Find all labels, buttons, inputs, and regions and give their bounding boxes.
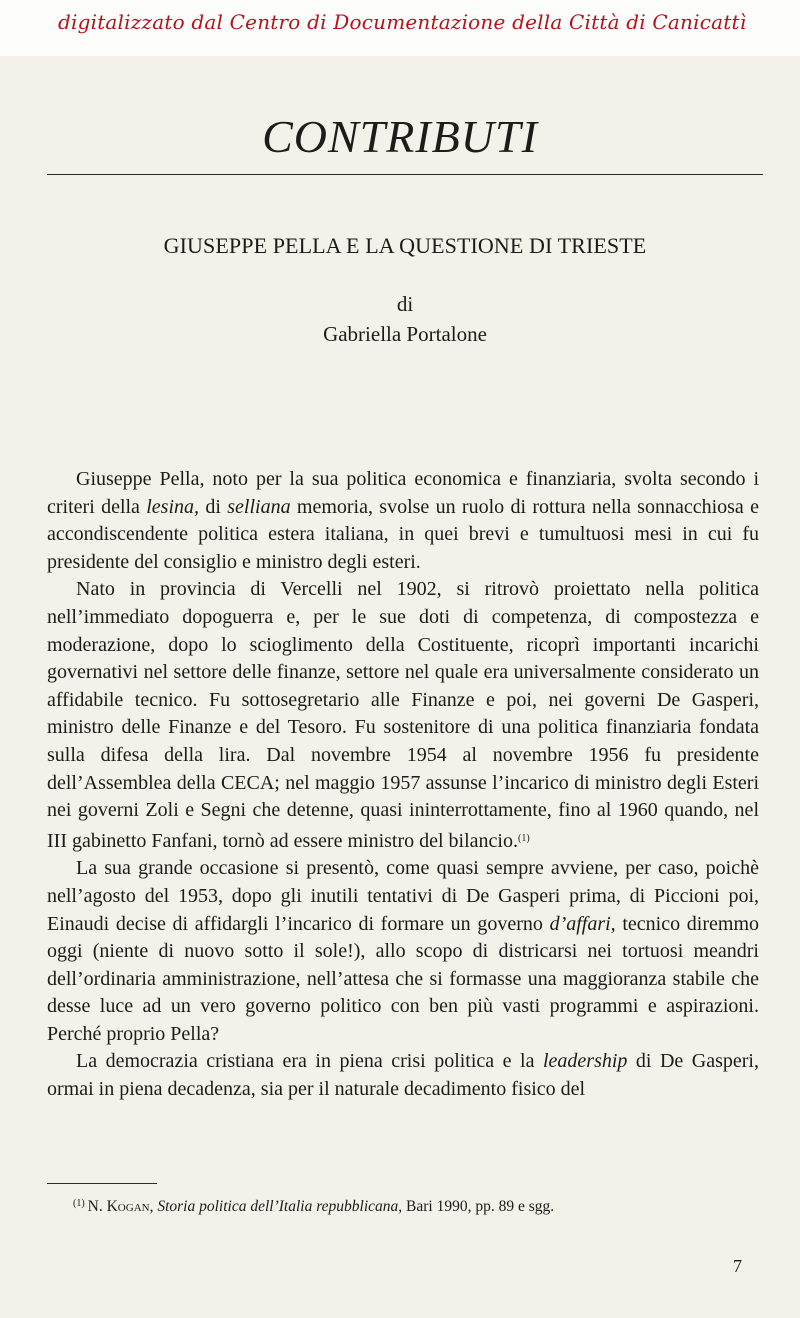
section-title: CONTRIBUTI bbox=[262, 111, 538, 162]
paragraph-text: La sua grande occasione si presentò, come quasi sempre avviene, per caso, poichè nell’agosto del 1953, dopo gli inutili tentativi di De Gasperi prima, di Piccioni poi, Einaudi decise di affidargli l’incarico di formare un governo bbox=[47, 857, 759, 935]
page-number: 7 bbox=[733, 1256, 742, 1276]
paragraph-text: Giuseppe Pella, noto per la sua politica economica e finanziaria, svolta secondo i criteri della bbox=[47, 468, 759, 518]
footnote-details: Bari 1990, pp. 89 e sgg. bbox=[406, 1198, 555, 1215]
paragraph-2 bbox=[47, 576, 759, 855]
paragraph-text: memoria, svolse un ruolo di rottura nella sonnacchiosa e accondiscendente politica estera italiana, in quei brevi e tumultuosi mesi in cui fu presidente del consiglio e ministro degli esteri. bbox=[47, 495, 759, 573]
italic-term: d’affari, bbox=[549, 912, 616, 935]
article-body bbox=[47, 466, 759, 1104]
footnote-work-title: Storia politica dell’Italia repubblicana, bbox=[157, 1198, 403, 1215]
footnote-rule bbox=[47, 1183, 157, 1184]
footnote bbox=[73, 1198, 773, 1216]
footnote-author: N. Kogan, bbox=[87, 1198, 154, 1215]
byline-preposition: di bbox=[396, 292, 414, 316]
italic-term: lesina, bbox=[146, 495, 200, 518]
paragraph-text: di bbox=[199, 495, 228, 518]
paragraph-text: Nato in provincia di Vercelli nel 1902, si ritrovò proiettato nella politica nell’immediato dopoguerra e, per le sue doti di competenza, di compostezza e moderazione, dopo lo scioglimento della Costituente, ricoprì importanti incarichi governativi nel settore delle finanze, settore nel quale era universalmente considerato un affidabile tecnico. Fu sottosegretario alle Finanze e poi, nei governi De Gasperi, ministro delle Finanze e del Tesoro. Fu sostenitore di una politica finanziaria fondata sulla difesa della lira. Dal novembre 1954 al novembre 1956 fu presidente dell’Assemblea della CECA; nel maggio 1957 assunse l’incarico di ministro degli Esteri nei governi Zoli e Segni che detenne, quasi ininterrottamente, fino al 1960 quando, nel III gabinetto Fanfani, tornò ad essere ministro del bilancio. bbox=[47, 578, 759, 852]
digitization-notice: digitalizzato dal Centro di Documentazione della Città di Canicattì bbox=[58, 10, 747, 34]
article-title: GIUSEPPE PELLA E LA QUESTIONE DI TRIESTE bbox=[163, 233, 647, 258]
paragraph-1 bbox=[47, 466, 759, 576]
article-author: Gabriella Portalone bbox=[323, 322, 487, 346]
footnote-reference: (1) bbox=[517, 832, 530, 844]
title-rule bbox=[47, 174, 763, 175]
paragraph-3 bbox=[47, 855, 759, 1048]
paragraph-text: di De Gasperi, ormai in piena decadenza, sia per il naturale decadimento fisico del bbox=[47, 1050, 759, 1101]
italic-term: leadership bbox=[542, 1050, 628, 1073]
paragraph-text: tecnico diremmo oggi (niente di nuovo sotto il sole!), allo scopo di districarsi nei tortuosi meandri dell’ordinaria amministrazione, nell’attesa che si formasse una maggioranza stabile che desse luce ad un vero governo politico con ben più vasti programmi e aspirazioni. Perché proprio Pella? bbox=[47, 912, 760, 1045]
digitization-banner bbox=[0, 0, 800, 56]
paragraph-text: La democrazia cristiana era in piena crisi politica e la bbox=[76, 1050, 543, 1073]
italic-term: selliana bbox=[227, 495, 291, 518]
footnote-mark: (1) bbox=[73, 1198, 85, 1209]
paragraph-4 bbox=[47, 1048, 759, 1103]
